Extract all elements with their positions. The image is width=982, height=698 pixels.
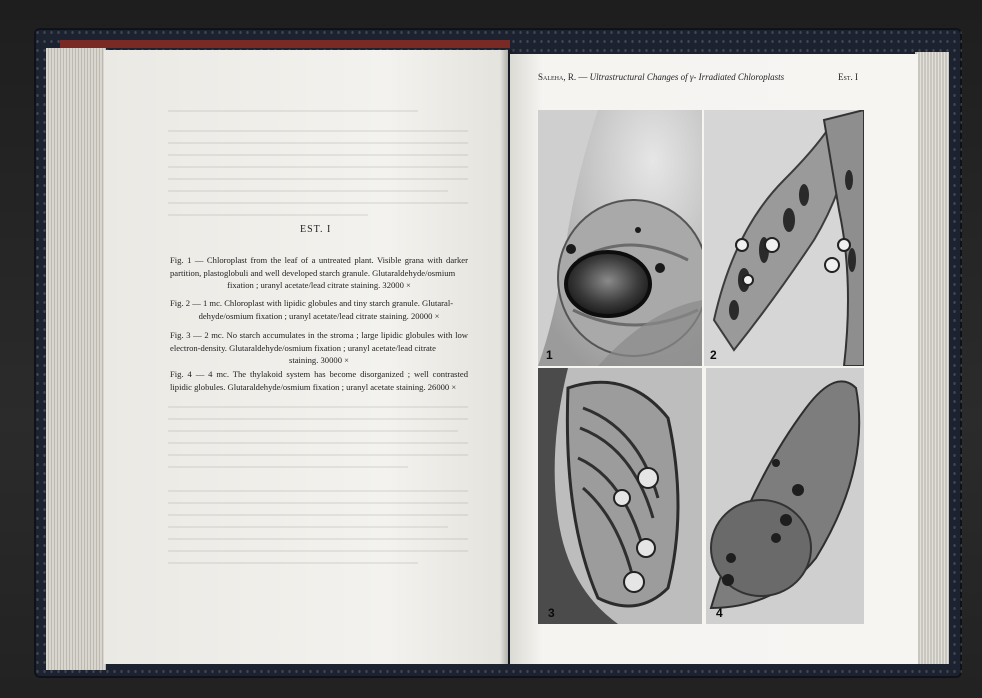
header-title: Ultrastructural Changes of γ- Irradiated Chloroplasts <box>589 72 785 82</box>
caption-line: Fig. 2 — 1 mc. Chloroplast with lipidic globules and tiny starch granule. Glutaral- <box>170 298 454 308</box>
micrograph-4 <box>706 368 864 624</box>
figure-number-4: 4 <box>716 606 723 620</box>
micrograph-1 <box>538 110 702 366</box>
spine-edge <box>60 40 510 48</box>
micrograph-plate <box>538 110 864 624</box>
caption-line: lipidic globules. Glutaraldehyde/osmium fixation ; uranyl acetate staining. 26000 × <box>170 381 457 392</box>
header-author: Saleha, R. <box>538 72 577 82</box>
caption-fig-4 <box>170 368 468 393</box>
figure-number-3: 3 <box>548 606 555 620</box>
caption-line: Fig. 1 — Chloroplast from the leaf of a untreated plant. Visible grana with darker <box>170 255 468 265</box>
caption-fig-3 <box>170 329 468 367</box>
page-stack-right <box>915 52 949 664</box>
caption-line: low electron-density. Glutaraldehyde/osmium fixation ; uranyl acetate/lead citrate <box>170 330 468 353</box>
caption-line: Fig. 3 — 2 mc. No starch accumulates in the stroma ; large lipidic globules with <box>170 330 453 340</box>
header-separator: — <box>576 72 590 82</box>
caption-fig-2 <box>170 297 468 322</box>
figure-number-2: 2 <box>710 348 717 362</box>
caption-line: fixation ; uranyl acetate/lead citrate staining. 32000 × <box>227 280 411 291</box>
micrograph-3 <box>538 368 702 624</box>
figure-number-1: 1 <box>546 348 553 362</box>
page-stack-left <box>46 48 106 670</box>
micrograph-2 <box>704 110 864 366</box>
caption-fig-1 <box>170 254 468 292</box>
caption-line: dehyde/osmium fixation ; uranyl acetate/lead citrate staining. 20000 × <box>198 310 440 321</box>
plate-heading: EST. I <box>300 224 332 235</box>
caption-line: staining. 30000 × <box>289 355 349 366</box>
header-plate-label: Est. I <box>838 72 858 82</box>
running-header <box>538 72 784 82</box>
caption-line: partition, plastoglobuli and well developed starch granule. Glutaraldehyde/osmium <box>170 267 456 278</box>
caption-line: Fig. 4 — 4 mc. The thylakoid system has become disorganized ; well contrasted <box>170 369 468 379</box>
